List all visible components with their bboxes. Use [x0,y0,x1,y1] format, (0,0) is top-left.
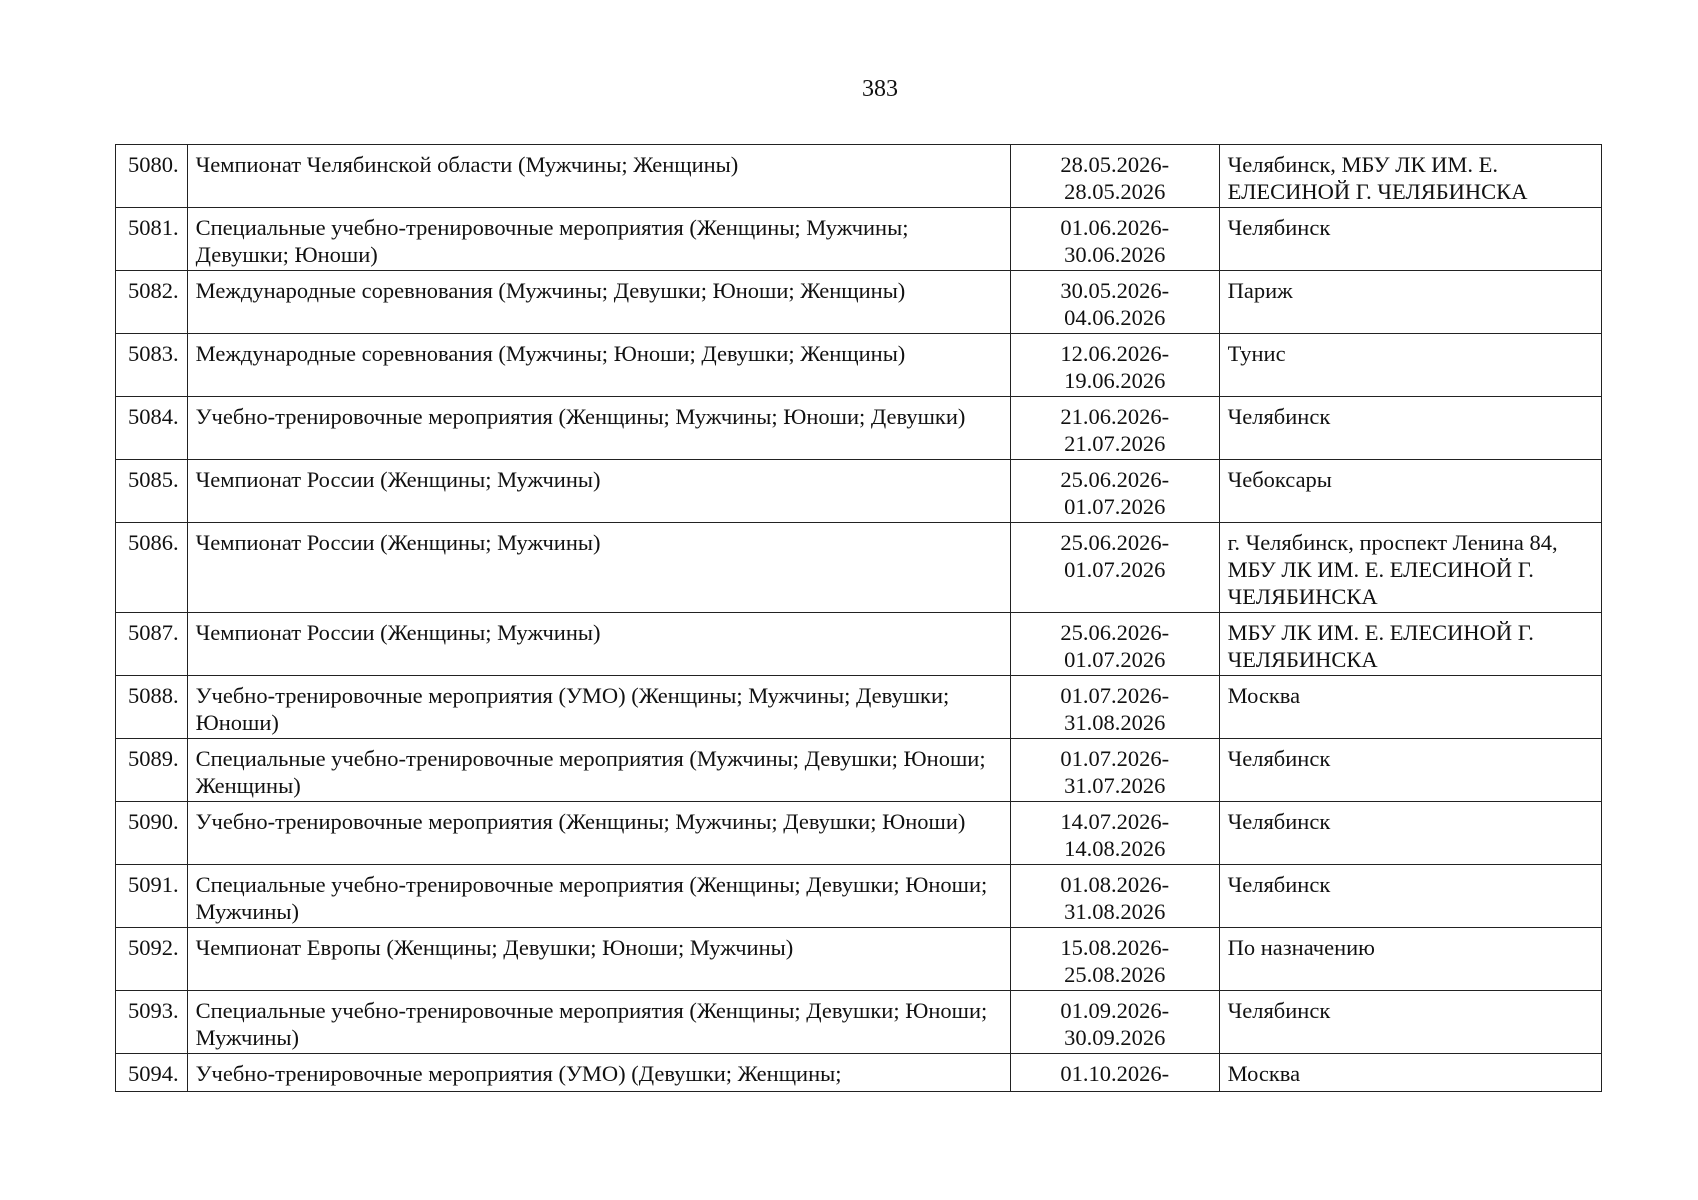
table-row [116,991,1602,1054]
event-name-cell: Чемпионат России (Женщины; Мужчины) [187,460,1010,523]
event-place-cell: Москва [1219,676,1601,739]
date-end: 19.06.2026 [1064,368,1166,393]
row-number-cell: 5092. [116,928,188,991]
event-dates-cell [1010,271,1219,334]
table-row [116,271,1602,334]
event-name-cell: Чемпионат России (Женщины; Мужчины) [187,613,1010,676]
table-row [116,613,1602,676]
event-place-cell: Челябинск [1219,739,1601,802]
date-start: 01.06.2026- [1060,215,1170,240]
event-dates-cell [1010,397,1219,460]
event-dates-cell [1010,334,1219,397]
date-start: 15.08.2026- [1060,935,1170,960]
row-number-cell: 5094. [116,1054,188,1092]
event-name-cell: Чемпионат Европы (Женщины; Девушки; Юноши; Мужчины) [187,928,1010,991]
row-number-cell: 5091. [116,865,188,928]
table-row [116,739,1602,802]
event-place-cell: Париж [1219,271,1601,334]
row-number-cell: 5089. [116,739,188,802]
table-row [116,397,1602,460]
date-end: 14.08.2026 [1064,836,1166,861]
row-number-cell: 5090. [116,802,188,865]
date-end: 01.07.2026 [1064,557,1166,582]
event-dates-cell [1010,928,1219,991]
event-name-cell: Международные соревнования (Мужчины; Юноши; Девушки; Женщины) [187,334,1010,397]
event-dates-cell [1010,991,1219,1054]
date-end: 31.08.2026 [1064,710,1166,735]
row-number-cell: 5081. [116,208,188,271]
row-number-cell: 5085. [116,460,188,523]
event-place-cell: Челябинск [1219,865,1601,928]
date-end: 30.09.2026 [1064,1025,1166,1050]
event-name-cell: Чемпионат Челябинской области (Мужчины; Женщины) [187,145,1010,208]
table-row [116,865,1602,928]
event-place-cell: Челябинск [1219,208,1601,271]
date-start: 28.05.2026- [1060,152,1170,177]
row-number-cell: 5093. [116,991,188,1054]
date-end: 31.07.2026 [1064,773,1166,798]
date-start: 14.07.2026- [1060,809,1170,834]
event-dates-cell [1010,460,1219,523]
event-dates-cell [1010,739,1219,802]
row-number-cell: 5082. [116,271,188,334]
event-place-cell: Челябинск [1219,991,1601,1054]
event-name-cell: Специальные учебно-тренировочные мероприятия (Женщины; Девушки; Юноши; Мужчины) [187,991,1010,1054]
table-row [116,676,1602,739]
event-dates-cell [1010,802,1219,865]
row-number-cell: 5080. [116,145,188,208]
date-start: 25.06.2026- [1060,620,1170,645]
page-number: 383 [862,76,898,102]
events-table [115,144,1602,1092]
events-table-body [116,145,1602,1092]
event-dates-cell [1010,208,1219,271]
date-end: 04.06.2026 [1064,305,1166,330]
date-start: 01.08.2026- [1060,872,1170,897]
date-end: 21.07.2026 [1064,431,1166,456]
table-row [116,802,1602,865]
date-end: 01.07.2026 [1064,494,1166,519]
date-end: 31.08.2026 [1064,899,1166,924]
table-row [116,928,1602,991]
date-start: 25.06.2026- [1060,530,1170,555]
row-number-cell: 5088. [116,676,188,739]
event-place-cell: Тунис [1219,334,1601,397]
event-dates-cell [1010,613,1219,676]
event-dates-cell [1010,1054,1219,1092]
event-name-cell: Учебно-тренировочные мероприятия (Женщины; Мужчины; Девушки; Юноши) [187,802,1010,865]
date-start: 25.06.2026- [1060,467,1170,492]
event-place-cell: Москва [1219,1054,1601,1092]
date-end: 01.07.2026 [1064,647,1166,672]
table-row [116,523,1602,613]
date-start: 21.06.2026- [1060,404,1170,429]
date-start: 01.10.2026- [1060,1061,1170,1086]
table-row [116,334,1602,397]
table-row [116,460,1602,523]
date-start: 01.07.2026- [1060,683,1170,708]
event-place-cell: МБУ ЛК ИМ. Е. ЕЛЕСИНОЙ Г. ЧЕЛЯБИНСКА [1219,613,1601,676]
event-place-cell: По назначению [1219,928,1601,991]
event-name-cell: Специальные учебно-тренировочные мероприятия (Женщины; Девушки; Юноши; Мужчины) [187,865,1010,928]
event-place-cell: Челябинск [1219,397,1601,460]
date-end: 28.05.2026 [1064,179,1166,204]
event-place-cell: Чебоксары [1219,460,1601,523]
row-number-cell: 5086. [116,523,188,613]
date-start: 30.05.2026- [1060,278,1170,303]
event-dates-cell [1010,145,1219,208]
date-end: 30.06.2026 [1064,242,1166,267]
event-name-cell: Учебно-тренировочные мероприятия (УМО) (Женщины; Мужчины; Девушки; Юноши) [187,676,1010,739]
table-row [116,208,1602,271]
event-name-cell: Чемпионат России (Женщины; Мужчины) [187,523,1010,613]
event-place-cell: г. Челябинск, проспект Ленина 84, МБУ ЛК ИМ. Е. ЕЛЕСИНОЙ Г. ЧЕЛЯБИНСКА [1219,523,1601,613]
event-dates-cell [1010,865,1219,928]
date-start: 01.09.2026- [1060,998,1170,1023]
row-number-cell: 5087. [116,613,188,676]
date-start: 12.06.2026- [1060,341,1170,366]
date-end: 25.08.2026 [1064,962,1166,987]
event-dates-cell [1010,676,1219,739]
event-name-cell: Учебно-тренировочные мероприятия (Женщины; Мужчины; Юноши; Девушки) [187,397,1010,460]
event-name-cell: Международные соревнования (Мужчины; Девушки; Юноши; Женщины) [187,271,1010,334]
table-row [116,1054,1602,1092]
row-number-cell: 5083. [116,334,188,397]
event-place-cell: Челябинск [1219,802,1601,865]
event-name-cell: Специальные учебно-тренировочные мероприятия (Мужчины; Девушки; Юноши; Женщины) [187,739,1010,802]
row-number-cell: 5084. [116,397,188,460]
event-place-cell: Челябинск, МБУ ЛК ИМ. Е. ЕЛЕСИНОЙ Г. ЧЕЛЯБИНСКА [1219,145,1601,208]
event-name-cell: Учебно-тренировочные мероприятия (УМО) (Девушки; Женщины; [187,1054,1010,1092]
date-start: 01.07.2026- [1060,746,1170,771]
table-row [116,145,1602,208]
event-name-cell: Специальные учебно-тренировочные мероприятия (Женщины; Мужчины; Девушки; Юноши) [187,208,1010,271]
event-dates-cell [1010,523,1219,613]
